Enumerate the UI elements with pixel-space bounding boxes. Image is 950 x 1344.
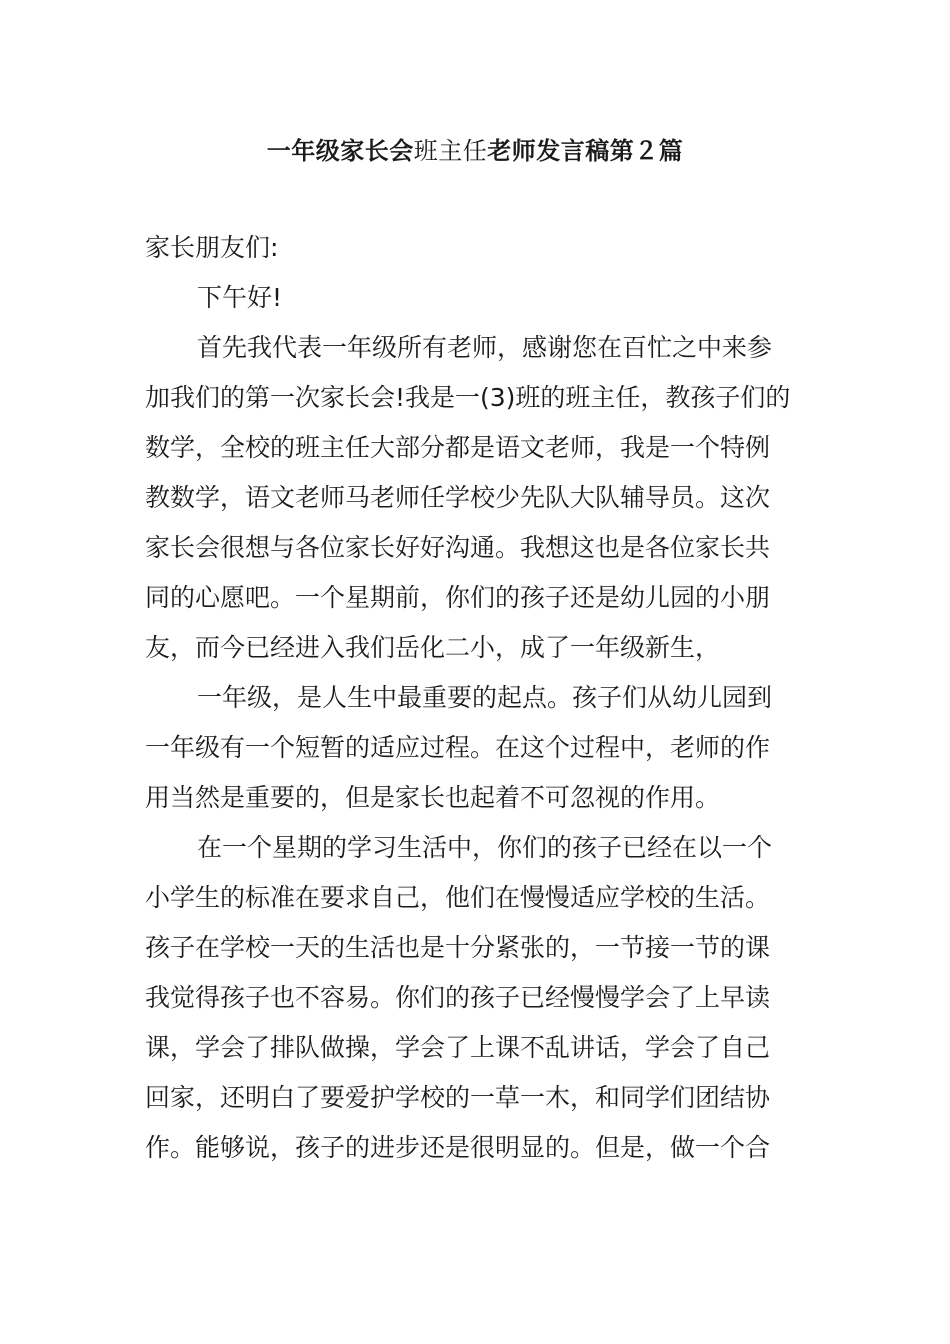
title-part-1: 一年级家长会 xyxy=(266,137,414,165)
text-line: 教数学，语文老师马老师任学校少先队大队辅导员。这次 xyxy=(145,483,771,512)
text-line: 加我们的第一次家长会!我是一(3)班的班主任，教孩子们的 xyxy=(145,383,791,412)
title-part-3: 老师发言稿第２篇 xyxy=(487,137,684,165)
text-line: 家长朋友们: xyxy=(145,233,279,262)
text-line: 孩子在学校一天的生活也是十分紧张的，一节接一节的课 xyxy=(145,933,771,962)
text-line: 在一个星期的学习生活中，你们的孩子已经在以一个 xyxy=(197,833,773,862)
text-line: 数学，全校的班主任大部分都是语文老师，我是一个特例 xyxy=(145,433,771,462)
text-line: 用当然是重要的，但是家长也起着不可忽视的作用。 xyxy=(145,783,721,812)
text-line: 同的心愿吧。一个星期前，你们的孩子还是幼儿园的小朋 xyxy=(145,583,771,612)
text-line: 友，而今已经进入我们岳化二小，成了一年级新生， xyxy=(145,633,721,662)
document-body xyxy=(145,223,807,1173)
document-title xyxy=(0,133,950,169)
text-line: 我觉得孩子也不容易。你们的孩子已经慢慢学会了上早读 xyxy=(145,983,771,1012)
title-part-2: 班主任 xyxy=(413,137,488,165)
text-line: 一年级，是人生中最重要的起点。孩子们从幼儿园到 xyxy=(197,683,773,712)
text-line: 小学生的标准在要求自己，他们在慢慢适应学校的生活。 xyxy=(145,883,771,912)
text-line: 下午好! xyxy=(197,283,283,312)
text-line: 回家，还明白了要爱护学校的一草一木，和同学们团结协 xyxy=(145,1083,771,1112)
text-line: 家长会很想与各位家长好好沟通。我想这也是各位家长共 xyxy=(145,533,771,562)
text-line: 课，学会了排队做操，学会了上课不乱讲话，学会了自己 xyxy=(145,1033,771,1062)
text-line: 作。能够说，孩子的进步还是很明显的。但是，做一个合 xyxy=(145,1133,771,1162)
text-line: 一年级有一个短暂的适应过程。在这个过程中，老师的作 xyxy=(145,733,771,762)
text-line: 首先我代表一年级所有老师，感谢您在百忙之中来参 xyxy=(197,333,773,362)
